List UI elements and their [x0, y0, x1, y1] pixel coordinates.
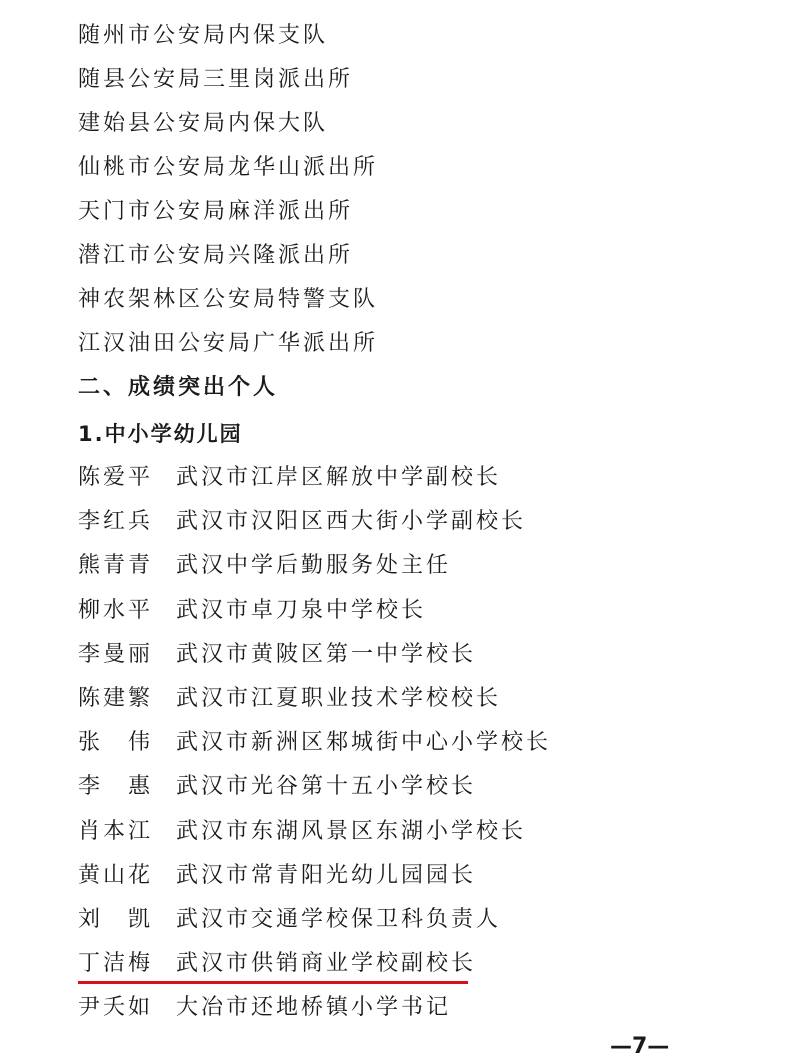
person-name: 李 惠	[78, 774, 154, 800]
person-row	[78, 677, 678, 721]
person-title: 大冶市还地桥镇小学书记	[176, 995, 452, 1021]
red-underline-highlight	[78, 981, 468, 984]
person-name: 李曼丽	[78, 641, 154, 667]
person-name: 柳水平	[78, 597, 154, 623]
person-title: 武汉市新洲区邾城街中心小学校长	[176, 730, 552, 756]
person-title: 武汉市交通学校保卫科负责人	[176, 906, 502, 932]
person-title: 武汉中学后勤服务处主任	[176, 553, 452, 579]
person-name: 肖本江	[78, 818, 154, 844]
person-title: 武汉市卓刀泉中学校长	[176, 597, 427, 623]
person-name: 李红兵	[78, 509, 154, 535]
person-name: 陈爱平	[78, 465, 154, 490]
unit-item: 随州市公安局内保支队	[78, 23, 329, 48]
person-title: 武汉市江岸区解放中学副校长	[176, 465, 502, 490]
person-title: 武汉市汉阳区西大街小学副校长	[176, 509, 527, 535]
unit-item: 江汉油田公安局广华派出所	[78, 331, 379, 356]
person-name: 熊青青	[78, 553, 154, 579]
person-row	[78, 633, 678, 677]
person-row	[78, 544, 678, 588]
section-title: 二、成绩突出个人	[78, 375, 279, 400]
person-row	[78, 986, 678, 1030]
person-row	[78, 810, 678, 854]
unit-item: 随县公安局三里岗派出所	[78, 67, 354, 92]
unit-list	[78, 14, 598, 366]
person-title: 武汉市黄陂区第一中学校长	[176, 641, 477, 667]
unit-item: 建始县公安局内保大队	[78, 111, 329, 136]
person-title: 武汉市光谷第十五小学校长	[176, 774, 477, 800]
person-row	[78, 854, 678, 898]
person-row-highlighted	[78, 942, 678, 986]
person-row	[78, 898, 678, 942]
person-name: 刘 凯	[78, 906, 154, 932]
unit-item: 仙桃市公安局龙华山派出所	[78, 155, 379, 180]
person-title: 武汉市东湖风景区东湖小学校长	[176, 818, 527, 844]
unit-item: 神农架林区公安局特警支队	[78, 287, 379, 312]
subsection-title: 1.中小学幼儿园	[78, 422, 243, 446]
person-title: 武汉市常青阳光幼儿园园长	[176, 862, 477, 888]
person-name: 丁洁梅	[78, 951, 154, 977]
person-row	[78, 500, 678, 544]
person-row	[78, 456, 678, 500]
person-title: 武汉市江夏职业技术学校校长	[176, 685, 502, 711]
person-name: 张 伟	[78, 730, 154, 756]
person-title: 武汉市供销商业学校副校长	[176, 951, 477, 977]
person-row	[78, 765, 678, 809]
person-list	[78, 456, 678, 1030]
person-name: 尹夭如	[78, 995, 154, 1021]
unit-item: 潜江市公安局兴隆派出所	[78, 243, 354, 268]
person-name: 黄山花	[78, 862, 154, 888]
page-number: —7—	[610, 1034, 670, 1059]
person-row	[78, 589, 678, 633]
person-name: 陈建繁	[78, 685, 154, 711]
unit-item: 天门市公安局麻洋派出所	[78, 199, 354, 224]
person-row	[78, 721, 678, 765]
